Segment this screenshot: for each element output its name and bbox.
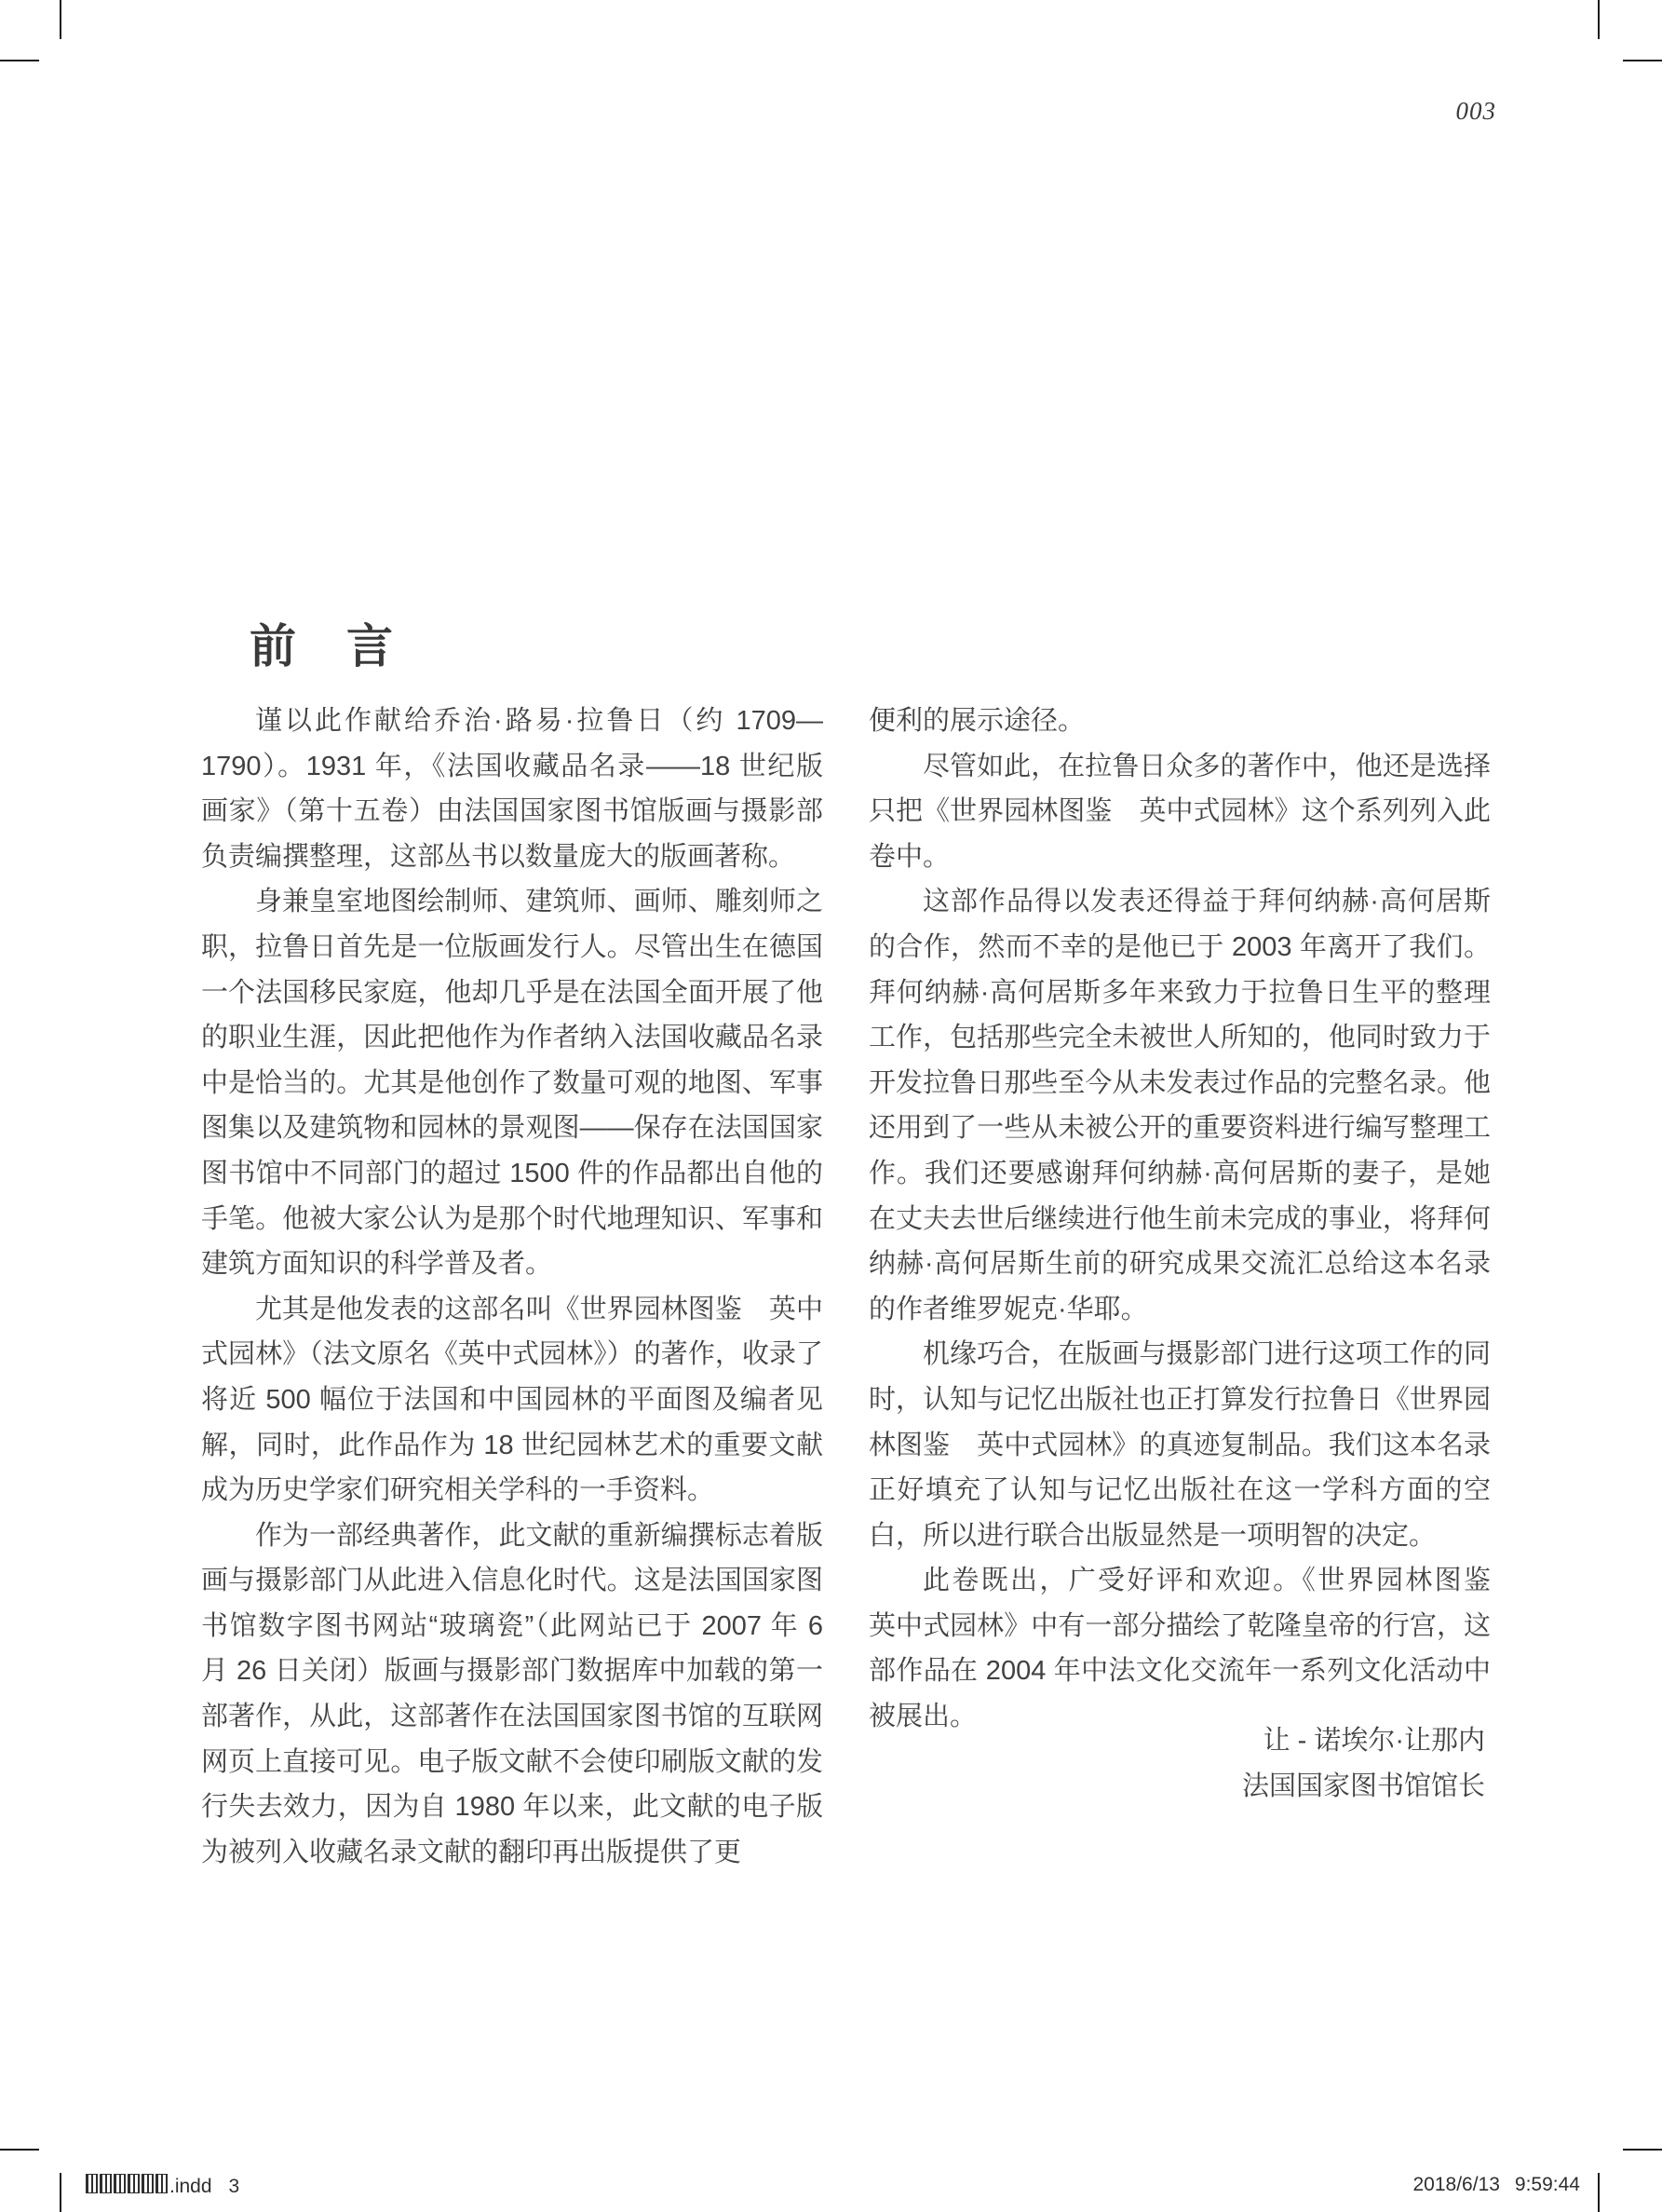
footer-sheet-number: 3: [228, 2175, 240, 2197]
missing-glyph-box: [100, 2174, 112, 2193]
paragraph: 作为一部经典著作，此文献的重新编撰标志着版画与摄影部门从此进入信息化时代。这是法国国家图书馆数字图书网站“玻璃瓷”（此网站已于 2007 年 6 月 26 日关闭）版画与摄影部门数据库中加载的第一部著作，从此，这部著作在法国国家图书馆的互联网网页上直接可见。电子版文献不会使印刷版文献的发行失去效力，因为自 1980 年以来，此文献的电子版为被列入收藏名录文献的翻印再出版提供了更: [201, 1520, 823, 1867]
crop-mark-top-right-horizontal: [1623, 60, 1662, 61]
paragraph: 尤其是他发表的这部名叫《世界园林图鉴 英中式园林》（法文原名《英中式园林》）的著作，收录了将近 500 幅位于法国和中国园林的平面图及编者见解，同时，此作品作为 18 世纪园林艺术的重要文献成为历史学家们研究相关学科的一手资料。: [201, 1294, 823, 1506]
crop-mark-bottom-right-horizontal: [1623, 2149, 1662, 2151]
paragraph-continuation: 便利的展示途径。: [869, 706, 1086, 736]
missing-glyph-box: [128, 2174, 140, 2193]
crop-mark-top-left-vertical: [60, 0, 61, 39]
footer-timestamp: [1412, 2174, 1580, 2196]
paragraph: 尽管如此，在拉鲁日众多的著作中，他还是选择只把《世界园林图鉴 英中式园林》这个系列列入此卷中。: [869, 751, 1491, 872]
crop-mark-top-right-vertical: [1598, 0, 1600, 39]
page-number: 003: [1455, 97, 1496, 125]
missing-glyph-box: [142, 2174, 154, 2193]
crop-mark-bottom-right-vertical: [1598, 2173, 1600, 2212]
footer-time: 9:59:44: [1514, 2174, 1580, 2195]
text-column-left: [201, 699, 823, 1875]
signature-title: 法国国家图书馆馆长: [1241, 1771, 1485, 1801]
footer-date: 2018/6/13: [1412, 2174, 1500, 2195]
paragraph: 此卷既出，广受好评和欢迎。《世界园林图鉴 英中式园林》中有一部分描绘了乾隆皇帝的行宫，这部作品在 2004 年中法文化交流年一系列文化活动中被展出。: [869, 1566, 1519, 1732]
paragraph: 谨以此作献给乔治·路易·拉鲁日（约 1709—1790）。1931 年，《法国收藏品名录——18 世纪版画家》（第十五卷）由法国国家图书馆版画与摄影部负责编撰整理，这部丛书以数量庞大的版画著称。: [201, 706, 823, 872]
footer-filename: [86, 2174, 239, 2199]
signature-name: 让 - 诺埃尔·让那内: [1263, 1726, 1485, 1756]
crop-mark-top-left-horizontal: [0, 60, 39, 61]
missing-glyph-box: [86, 2174, 98, 2193]
missing-glyph-box: [114, 2174, 126, 2193]
text-column-right: [869, 699, 1519, 1740]
signature-block: [869, 1718, 1485, 1809]
footer-filename-suffix: .indd: [169, 2175, 212, 2197]
footer-missing-glyphs: [86, 2174, 169, 2199]
paragraph: 身兼皇室地图绘制师、建筑师、画师、雕刻师之职，拉鲁日首先是一位版画发行人。尽管出生在德国一个法国移民家庭，他却几乎是在法国全面开展了他的职业生涯，因此把他作为作者纳入法国收藏品名录中是恰当的。尤其是他创作了数量可观的地图、军事图集以及建筑物和园林的景观图——保存在法国国家图书馆中不同部门的超过 1500 件的作品都出自他的手笔。他被大家公认为是那个时代地理知识、军事和建筑方面知识的科学普及者。: [201, 887, 823, 1280]
crop-mark-bottom-left-horizontal: [0, 2149, 39, 2151]
missing-glyph-box: [155, 2174, 168, 2193]
crop-mark-bottom-left-vertical: [60, 2173, 61, 2212]
paragraph: 机缘巧合，在版画与摄影部门进行这项工作的同时，认知与记忆出版社也正打算发行拉鲁日《世界园林图鉴 英中式园林》的真迹复制品。我们这本名录正好填充了认知与记忆出版社在这一学科方面的空白，所以进行联合出版显然是一项明智的决定。: [869, 1339, 1491, 1551]
paragraph: 这部作品得以发表还得益于拜何纳赫·高何居斯的合作，然而不幸的是他已于 2003 年离开了我们。拜何纳赫·高何居斯多年来致力于拉鲁日生平的整理工作，包括那些完全未被世人所知的，他同时致力于开发拉鲁日那些至今从未发表过作品的完整名录。他还用到了一些从未被公开的重要资料进行编写整理工作。我们还要感谢拜何纳赫·高何居斯的妻子，是她在丈夫去世后继续进行他生前未完成的事业，将拜何纳赫·高何居斯生前的研究成果交流汇总给这本名录的作者维罗妮克·华耶。: [869, 887, 1491, 1324]
chapter-title: 前 言: [250, 619, 395, 672]
